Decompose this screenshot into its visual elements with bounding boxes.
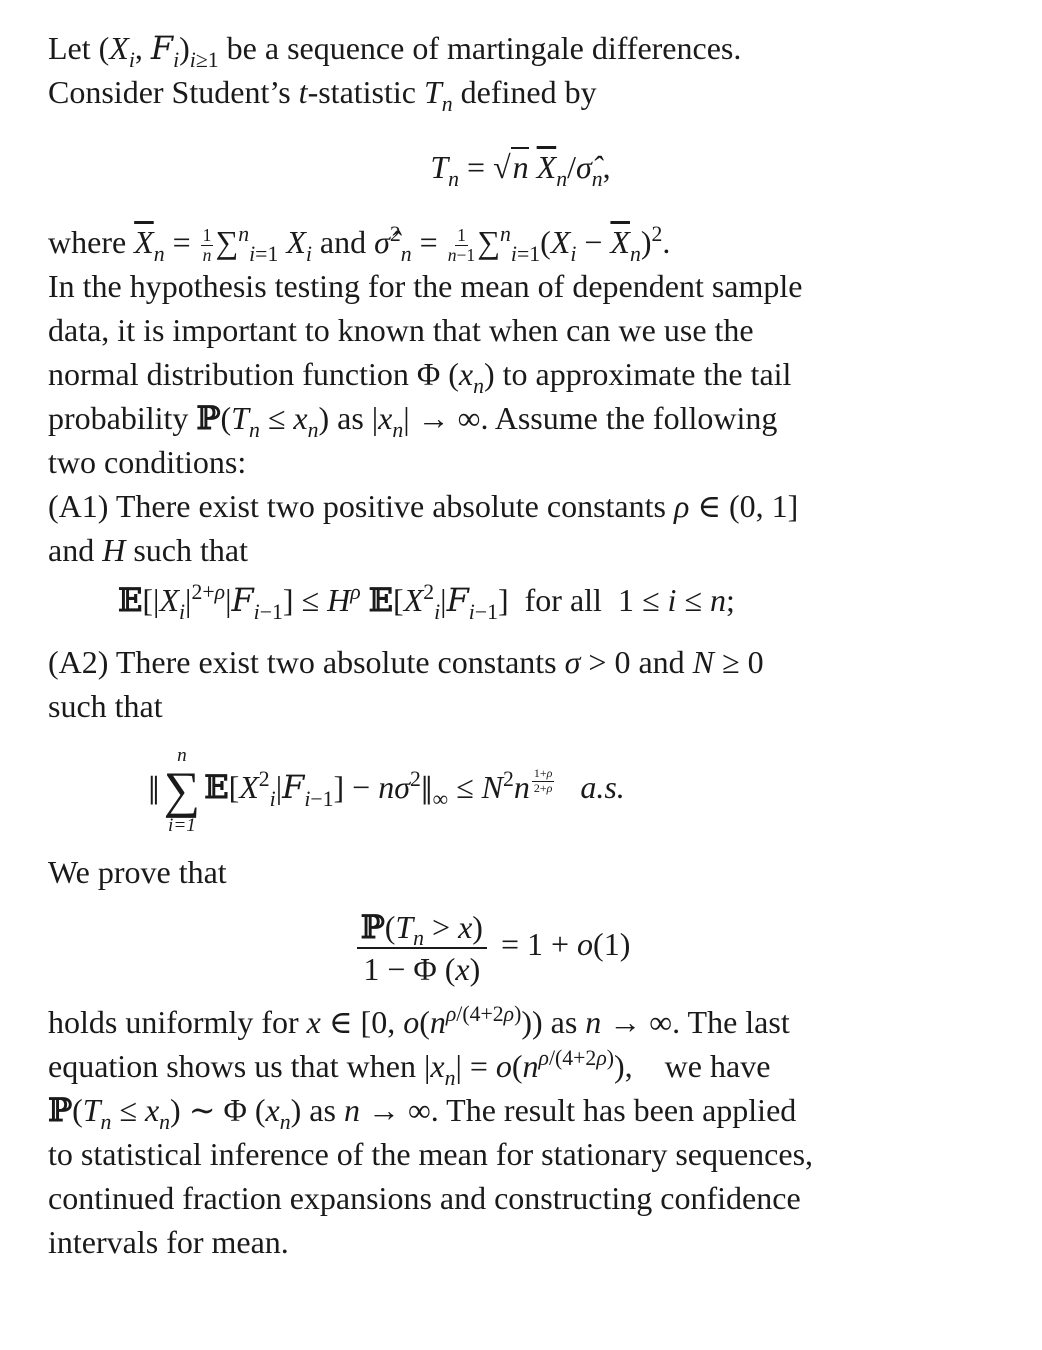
text-span: probability bbox=[48, 400, 197, 436]
text-span: and bbox=[48, 532, 103, 568]
equation-result: $\frac{ℙ(T_n > x)}{1 - \Phi (x)}$ = 1 + o(1) bbox=[48, 894, 993, 994]
text-line: to statistical inference of the mean for stationary sequences, bbox=[48, 1136, 814, 1172]
text-line: data, it is important to known that when can we use the bbox=[48, 312, 754, 348]
text-line: We prove that bbox=[48, 854, 227, 890]
text-line: such that bbox=[48, 688, 163, 724]
text-span: defined by bbox=[452, 74, 597, 110]
text-span: where bbox=[48, 224, 127, 260]
text-line: where $\overline{X}_n$ = $\frac{1}{n}$ ∑$^n_{i=1}$ $X_i$ and σ̂$^2_n$ = $\frac{1}{n-1}$ $\sum^n_{i=1}(X_i - \overline{X}_n)^2$. bbox=[48, 222, 671, 266]
text-span: as bbox=[329, 400, 372, 436]
paper-page bbox=[48, 26, 993, 1264]
equation-tstat: $T_n = √n$ $\overline{X}_n/\sigmâ_n$, bbox=[430, 149, 611, 191]
text-span: , we have bbox=[624, 1048, 771, 1084]
text-span: to approximate the tail bbox=[494, 356, 792, 392]
text-line: intervals for mean. bbox=[48, 1224, 289, 1260]
text-line: Let ($X_i$, $F_i)_{i\ge 1}$ be a sequence of martingale differences. bbox=[48, 29, 742, 72]
equation-a1: $𝔼[|X_i|^{2+\rho}|F_{i-1}] \le H^\rho$ $𝔼[X^2_i|F_{i-1}]$ for all 1 ≤ i ≤ n; bbox=[118, 580, 735, 624]
text-span: equation shows us that when bbox=[48, 1048, 424, 1084]
text-span: as bbox=[542, 1004, 586, 1040]
text-span: for all bbox=[524, 582, 602, 618]
text-line: (A2) There exist two absolute constants σ > 0 and N ≥ 0 bbox=[48, 644, 764, 680]
text-line: probability $ℙ(T_n \le x_n)$ as $|x_n|$ → ∞. Assume the following bbox=[48, 399, 778, 442]
text-span: (A1) There exist two positive absolute constants bbox=[48, 488, 674, 524]
text-line: two conditions: bbox=[48, 444, 247, 480]
text-line: In the hypothesis testing for the mean of dependent sample bbox=[48, 268, 803, 304]
equation-a2: ‖ n ∑ i=1 $𝔼[X^2_i|F_{i-1}]$ − $n\sigma^2‖_\infty \le N^2n$ $^{\frac{1+\rho}{2+\rho}}$ a.s. bbox=[148, 744, 625, 837]
text-line: $ℙ(T_n \le x_n)$ ∼ Φ $(x_n)$ as n → ∞. The result has been applied bbox=[48, 1091, 797, 1134]
text-line: Consider Student’s t-statistic $T_n$ defined by bbox=[48, 74, 597, 116]
text-line: holds uniformly for x ∈ [0, $o(n^{\rho/(4+2\rho)})$) as n → ∞. The last bbox=[48, 1002, 790, 1040]
text-span: Consider Student’s bbox=[48, 74, 299, 110]
text-span: such that bbox=[125, 532, 248, 568]
text-line: normal distribution function Φ $(x_n)$ to approximate the tail bbox=[48, 356, 792, 398]
text-span: as bbox=[301, 1092, 344, 1128]
text-line: continued fraction expansions and constructing confidence bbox=[48, 1180, 801, 1216]
text-span: (A2) There exist two absolute constants bbox=[48, 644, 565, 680]
text-span: . Assume the following bbox=[480, 400, 778, 436]
text-span: be a sequence of martingale differences. bbox=[226, 30, 742, 66]
text-span: -statistic bbox=[307, 74, 424, 110]
text-span: . The last bbox=[672, 1004, 790, 1040]
text-span: a.s. bbox=[580, 769, 625, 805]
text-span: and bbox=[630, 644, 693, 680]
text-span: and bbox=[319, 224, 367, 260]
text-line: (A1) There exist two positive absolute constants ρ ∈ (0, 1] bbox=[48, 488, 799, 524]
text-span: . The result has been applied bbox=[430, 1092, 797, 1128]
text-line: equation shows us that when $|x_n| = o(n^{\rho/(4+2\rho)})$, we have bbox=[48, 1046, 771, 1090]
text-span: holds uniformly for bbox=[48, 1004, 307, 1040]
text-span: normal distribution function bbox=[48, 356, 417, 392]
text-line: and H such that bbox=[48, 532, 248, 568]
